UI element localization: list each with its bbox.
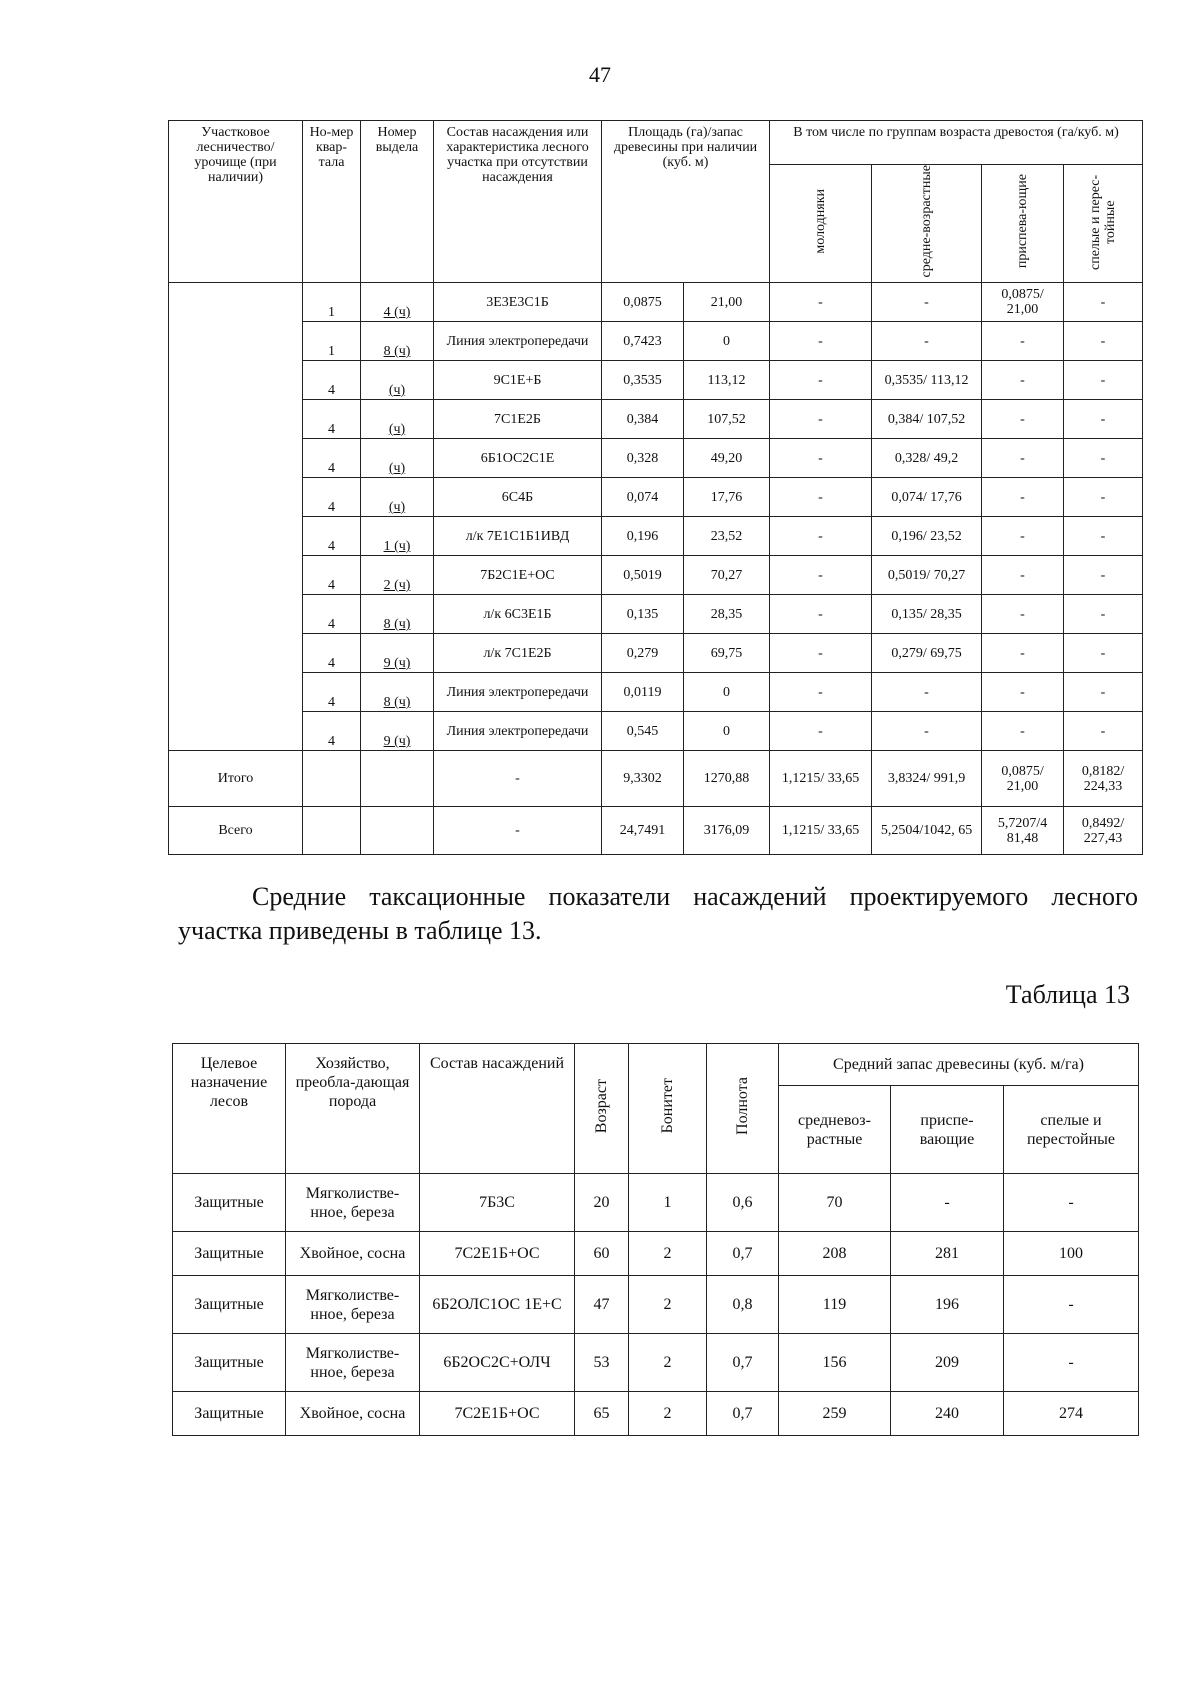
cell-composition: Линия электропередачи [434, 712, 602, 751]
cell-volume: 23,52 [684, 517, 770, 556]
cell-density: 0,7 [707, 1334, 779, 1392]
forestry-cell [169, 283, 303, 322]
cell-middle: 0,074/ 17,76 [872, 478, 982, 517]
cell-comp: 7С2Е1Б+ОС [420, 1232, 575, 1276]
cell-quarter: 4 [303, 634, 361, 673]
cell-area: 0,0875 [602, 283, 684, 322]
forestry-cell [169, 673, 303, 712]
cell-composition: Линия электропередачи [434, 322, 602, 361]
cell-middle: - [872, 673, 982, 712]
table-row [169, 712, 1143, 751]
cell-composition: 3Е3Е3С1Б [434, 283, 602, 322]
cell-area: 0,545 [602, 712, 684, 751]
cell-young: - [770, 400, 872, 439]
cell-economy: Мягколистве-нное, береза [286, 1334, 420, 1392]
grand-total-empty [303, 807, 361, 855]
header-section: Номер выдела [361, 121, 434, 283]
cell-mature: - [1064, 634, 1143, 673]
cell-composition: 7С1Е2Б [434, 400, 602, 439]
cell-area: 0,3535 [602, 361, 684, 400]
cell-age: 53 [575, 1334, 629, 1392]
cell-area: 0,0119 [602, 673, 684, 712]
grand-total-premature: 5,7207/4 81,48 [982, 807, 1064, 855]
cell-mature: - [1064, 439, 1143, 478]
cell-section: 8 (ч) [361, 322, 434, 361]
total-volume: 1270,88 [684, 751, 770, 807]
grand-total-composition: - [434, 807, 602, 855]
cell-section: 9 (ч) [361, 634, 434, 673]
t2-header-premature: приспе-вающие [891, 1086, 1004, 1174]
cell-premature: 0,0875/ 21,00 [982, 283, 1064, 322]
cell-mature: - [1064, 712, 1143, 751]
table-row [169, 322, 1143, 361]
table-row [173, 1392, 1139, 1436]
cell-quarter: 4 [303, 517, 361, 556]
cell-premature: - [982, 361, 1064, 400]
cell-premature: - [982, 673, 1064, 712]
header-forestry: Участковое лесничество/ урочище (при наличии) [169, 121, 303, 283]
cell-premature: - [891, 1174, 1004, 1232]
cell-bonitet: 2 [629, 1276, 707, 1334]
cell-premature: - [982, 400, 1064, 439]
table-row [169, 517, 1143, 556]
table-row [169, 556, 1143, 595]
t2-header-density: Полнота [707, 1044, 779, 1174]
cell-quarter: 4 [303, 439, 361, 478]
total-premature: 0,0875/ 21,00 [982, 751, 1064, 807]
cell-mature: - [1004, 1174, 1139, 1232]
cell-economy: Хвойное, сосна [286, 1232, 420, 1276]
cell-section: 1 (ч) [361, 517, 434, 556]
cell-area: 0,328 [602, 439, 684, 478]
cell-mature: - [1004, 1334, 1139, 1392]
total-mature: 0,8182/ 224,33 [1064, 751, 1143, 807]
page-number: 47 [589, 62, 611, 87]
t2-header-composition: Состав насаждений [420, 1044, 575, 1174]
cell-young: - [770, 439, 872, 478]
cell-quarter: 4 [303, 556, 361, 595]
cell-mature: - [1064, 400, 1143, 439]
cell-purpose: Защитные [173, 1334, 286, 1392]
cell-quarter: 4 [303, 361, 361, 400]
cell-volume: 21,00 [684, 283, 770, 322]
grand-total-label: Всего [169, 807, 303, 855]
cell-middle: 0,328/ 49,2 [872, 439, 982, 478]
table-row [169, 478, 1143, 517]
grand-total-young: 1,1215/ 33,65 [770, 807, 872, 855]
total-empty [361, 751, 434, 807]
header-middle: средне-возрастные [872, 165, 982, 283]
t2-header-mature: спелые и перестойные [1004, 1086, 1139, 1174]
header-composition: Состав насаждения или характеристика лесного участка при отсутствии насаждения [434, 121, 602, 283]
cell-economy: Мягколистве-нное, береза [286, 1276, 420, 1334]
cell-young: - [770, 556, 872, 595]
forestry-cell [169, 361, 303, 400]
cell-economy: Мягколистве-нное, береза [286, 1174, 420, 1232]
cell-age: 47 [575, 1276, 629, 1334]
cell-area: 0,279 [602, 634, 684, 673]
forestry-cell [169, 595, 303, 634]
table-row [173, 1232, 1139, 1276]
cell-composition: 9С1Е+Б [434, 361, 602, 400]
cell-purpose: Защитные [173, 1232, 286, 1276]
cell-age: 65 [575, 1392, 629, 1436]
cell-premature: - [982, 556, 1064, 595]
table-row [169, 634, 1143, 673]
cell-young: - [770, 595, 872, 634]
cell-bonitet: 1 [629, 1174, 707, 1232]
cell-bonitet: 2 [629, 1334, 707, 1392]
table-row [169, 283, 1143, 322]
cell-middle: 0,384/ 107,52 [872, 400, 982, 439]
cell-middle: 119 [779, 1276, 891, 1334]
cell-middle: 0,5019/ 70,27 [872, 556, 982, 595]
cell-area: 0,135 [602, 595, 684, 634]
cell-density: 0,6 [707, 1174, 779, 1232]
grand-total-area: 24,7491 [602, 807, 684, 855]
cell-quarter: 4 [303, 673, 361, 712]
table-row [169, 595, 1143, 634]
cell-middle: 0,279/ 69,75 [872, 634, 982, 673]
table-row [173, 1334, 1139, 1392]
cell-quarter: 1 [303, 283, 361, 322]
cell-volume: 107,52 [684, 400, 770, 439]
cell-composition: 6Б1ОС2С1Е [434, 439, 602, 478]
cell-middle: 156 [779, 1334, 891, 1392]
cell-density: 0,7 [707, 1392, 779, 1436]
cell-young: - [770, 361, 872, 400]
cell-composition: Линия электропередачи [434, 673, 602, 712]
cell-young: - [770, 283, 872, 322]
cell-economy: Хвойное, сосна [286, 1392, 420, 1436]
cell-comp: 7Б3С [420, 1174, 575, 1232]
cell-volume: 0 [684, 712, 770, 751]
total-empty [303, 751, 361, 807]
forest-area-table [168, 120, 1143, 855]
cell-middle: 0,135/ 28,35 [872, 595, 982, 634]
cell-age: 60 [575, 1232, 629, 1276]
cell-mature: - [1064, 283, 1143, 322]
cell-section: (ч) [361, 361, 434, 400]
cell-section: 8 (ч) [361, 595, 434, 634]
header-premature: приспева-ющие [982, 165, 1064, 283]
grand-total-empty [361, 807, 434, 855]
body-paragraph: Средние таксационные показатели насаждений проектируемого лесного участка приведены в таблице 13. [178, 882, 1138, 945]
forestry-cell [169, 400, 303, 439]
cell-mature: - [1064, 517, 1143, 556]
table-row [169, 361, 1143, 400]
cell-premature: - [982, 517, 1064, 556]
grand-total-middle: 5,2504/1042, 65 [872, 807, 982, 855]
cell-middle: 259 [779, 1392, 891, 1436]
cell-middle: - [872, 322, 982, 361]
cell-young: - [770, 322, 872, 361]
total-composition: - [434, 751, 602, 807]
cell-premature: - [982, 322, 1064, 361]
cell-section: (ч) [361, 478, 434, 517]
header-age-groups: В том числе по группам возраста древостоя (га/куб. м) [770, 121, 1143, 165]
cell-volume: 69,75 [684, 634, 770, 673]
cell-premature: 240 [891, 1392, 1004, 1436]
cell-middle: - [872, 283, 982, 322]
cell-composition: 6С4Б [434, 478, 602, 517]
t2-header-economy: Хозяйство, преобла-дающая порода [286, 1044, 420, 1174]
cell-premature: - [982, 478, 1064, 517]
header-mature: спелые и перес-тойные [1064, 165, 1143, 283]
cell-premature: - [982, 595, 1064, 634]
cell-premature: - [982, 439, 1064, 478]
table-row [169, 439, 1143, 478]
total-area: 9,3302 [602, 751, 684, 807]
cell-comp: 6Б2ОЛС1ОС 1Е+С [420, 1276, 575, 1334]
header-quarter: Но-мер квар-тала [303, 121, 361, 283]
cell-area: 0,384 [602, 400, 684, 439]
forestry-cell [169, 556, 303, 595]
total-middle: 3,8324/ 991,9 [872, 751, 982, 807]
cell-middle: 70 [779, 1174, 891, 1232]
cell-quarter: 1 [303, 322, 361, 361]
cell-volume: 0 [684, 673, 770, 712]
cell-quarter: 4 [303, 712, 361, 751]
t2-header-stock: Средний запас древесины (куб. м/га) [779, 1044, 1139, 1086]
cell-quarter: 4 [303, 478, 361, 517]
cell-area: 0,074 [602, 478, 684, 517]
cell-section: 2 (ч) [361, 556, 434, 595]
cell-mature: 274 [1004, 1392, 1139, 1436]
cell-premature: 196 [891, 1276, 1004, 1334]
t2-header-age: Возраст [575, 1044, 629, 1174]
t2-header-purpose: Целевое назначение лесов [173, 1044, 286, 1174]
cell-mature: - [1064, 595, 1143, 634]
t2-header-middle: средневоз-растные [779, 1086, 891, 1174]
grand-total-volume: 3176,09 [684, 807, 770, 855]
forestry-cell [169, 712, 303, 751]
cell-section: 4 (ч) [361, 283, 434, 322]
header-young: молодняки [770, 165, 872, 283]
cell-purpose: Защитные [173, 1174, 286, 1232]
cell-bonitet: 2 [629, 1392, 707, 1436]
cell-young: - [770, 673, 872, 712]
cell-area: 0,196 [602, 517, 684, 556]
cell-purpose: Защитные [173, 1276, 286, 1334]
forestry-cell [169, 439, 303, 478]
cell-mature: - [1004, 1276, 1139, 1334]
cell-purpose: Защитные [173, 1392, 286, 1436]
cell-composition: л/к 6С3Е1Б [434, 595, 602, 634]
cell-section: 9 (ч) [361, 712, 434, 751]
cell-area: 0,5019 [602, 556, 684, 595]
cell-composition: 7Б2С1Е+ОС [434, 556, 602, 595]
table-13-caption: Таблица 13 [1005, 980, 1130, 1009]
cell-middle: 208 [779, 1232, 891, 1276]
t2-header-bonitet: Бонитет [629, 1044, 707, 1174]
cell-premature: - [982, 712, 1064, 751]
cell-premature: 209 [891, 1334, 1004, 1392]
cell-volume: 17,76 [684, 478, 770, 517]
cell-quarter: 4 [303, 595, 361, 634]
cell-mature: - [1064, 673, 1143, 712]
forestry-cell [169, 517, 303, 556]
cell-bonitet: 2 [629, 1232, 707, 1276]
cell-mature: 100 [1004, 1232, 1139, 1276]
cell-comp: 7С2Е1Б+ОС [420, 1392, 575, 1436]
table-row [173, 1174, 1139, 1232]
cell-volume: 28,35 [684, 595, 770, 634]
cell-section: (ч) [361, 439, 434, 478]
cell-composition: л/к 7Е1С1Б1ИВД [434, 517, 602, 556]
cell-comp: 6Б2ОС2С+ОЛЧ [420, 1334, 575, 1392]
total-label: Итого [169, 751, 303, 807]
table-row [169, 673, 1143, 712]
table-row [173, 1276, 1139, 1334]
cell-mature: - [1064, 361, 1143, 400]
cell-density: 0,7 [707, 1232, 779, 1276]
cell-quarter: 4 [303, 400, 361, 439]
cell-middle: 0,3535/ 113,12 [872, 361, 982, 400]
cell-mature: - [1064, 556, 1143, 595]
forestry-cell [169, 322, 303, 361]
cell-density: 0,8 [707, 1276, 779, 1334]
forestry-cell [169, 478, 303, 517]
cell-mature: - [1064, 478, 1143, 517]
cell-young: - [770, 634, 872, 673]
cell-area: 0,7423 [602, 322, 684, 361]
cell-young: - [770, 517, 872, 556]
cell-middle: - [872, 712, 982, 751]
cell-middle: 0,196/ 23,52 [872, 517, 982, 556]
cell-section: 8 (ч) [361, 673, 434, 712]
cell-volume: 113,12 [684, 361, 770, 400]
grand-total-mature: 0,8492/ 227,43 [1064, 807, 1143, 855]
cell-volume: 49,20 [684, 439, 770, 478]
table-row [169, 400, 1143, 439]
forestry-cell [169, 634, 303, 673]
cell-volume: 70,27 [684, 556, 770, 595]
header-area: Площадь (га)/запас древесины при наличии (куб. м) [602, 121, 770, 283]
cell-young: - [770, 712, 872, 751]
cell-premature: 281 [891, 1232, 1004, 1276]
cell-volume: 0 [684, 322, 770, 361]
average-stock-table [172, 1043, 1139, 1436]
cell-young: - [770, 478, 872, 517]
cell-premature: - [982, 634, 1064, 673]
cell-mature: - [1064, 322, 1143, 361]
cell-section: (ч) [361, 400, 434, 439]
cell-age: 20 [575, 1174, 629, 1232]
total-young: 1,1215/ 33,65 [770, 751, 872, 807]
cell-composition: л/к 7С1Е2Б [434, 634, 602, 673]
